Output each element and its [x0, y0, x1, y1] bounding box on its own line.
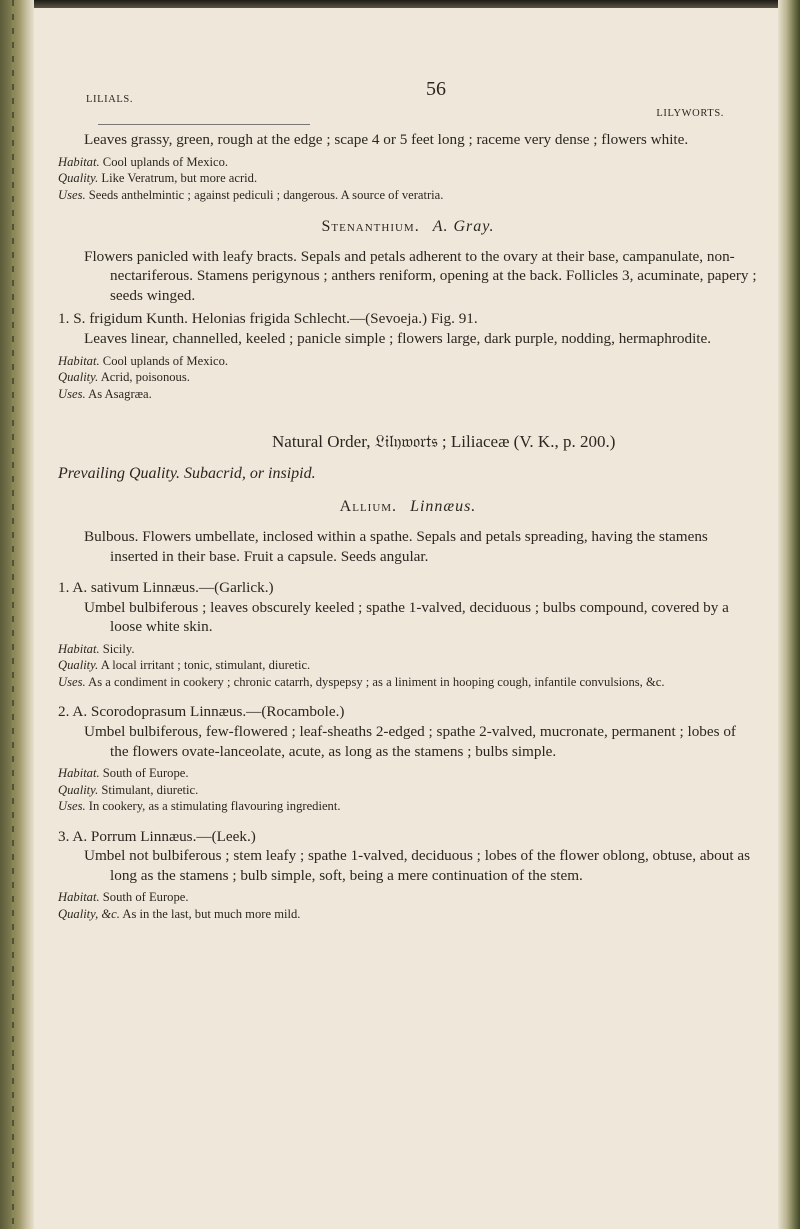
- species-line-scorodoprasum: 2. A. Scorodoprasum Linnæus.—(Rocambole.): [58, 703, 345, 721]
- running-head-right: LILYWORTS.: [656, 108, 724, 119]
- intro-description: Leaves grassy, green, rough at the edge ; scape 4 or 5 feet long ; raceme very dense ; flowers white.: [84, 131, 689, 148]
- running-head-left: LILIALS.: [86, 94, 134, 105]
- intro-notes: [58, 154, 758, 204]
- sativum-notes: [58, 641, 758, 691]
- note-quality: Quality, &c. As in the last, but much more mild.: [58, 906, 301, 921]
- note-uses: Uses. In cookery, as a stimulating flavouring ingredient.: [58, 799, 341, 814]
- species-desc-scorodoprasum: Umbel bulbiferous, few-flowered ; leaf-sheaths 2-edged ; spathe 2-valved, mucronate, permanent ; lobes of the flowers ovate-lanceolate, acute, as long as the stamens ; bulbs simple.: [84, 723, 736, 760]
- prevailing-quality: Prevailing Quality. Subacrid, or insipid.: [58, 464, 316, 482]
- genus-heading-stenanthium: Stenanthium. A. Gray.: [321, 218, 495, 236]
- note-quality: Quality. Like Veratrum, but more acrid.: [58, 171, 258, 186]
- note-habitat: Habitat. South of Europe.: [58, 766, 189, 781]
- genus-heading-allium: Allium. Linnæus.: [339, 498, 477, 516]
- note-quality: Quality. Stimulant, diuretic.: [58, 782, 199, 797]
- note-habitat: Habitat. Cool uplands of Mexico.: [58, 154, 229, 169]
- running-head: [58, 60, 758, 119]
- species-desc-sativum: Umbel bulbiferous ; leaves obscurely keeled ; spathe 1-valved, deciduous ; bulbs compound, covered by a loose white skin.: [84, 598, 729, 636]
- note-habitat: Habitat. Sicily.: [58, 641, 135, 656]
- genus-description-allium: Bulbous. Flowers umbellate, inclosed within a spathe. Sepals and petals spreading, having the stamens inserted in their base. Fruit a capsule. Seeds angular.: [84, 527, 708, 565]
- book-binding-right: [778, 0, 800, 1229]
- page-number: 56: [426, 78, 446, 100]
- note-quality: Quality. Acrid, poisonous.: [58, 370, 190, 385]
- species-line-sativum: 1. A. sativum Linnæus.—(Garlick.): [58, 579, 274, 597]
- scorodoprasum-notes: [58, 765, 758, 815]
- species-line-porrum: 3. A. Porrum Linnæus.—(Leek.): [58, 827, 256, 845]
- note-quality: Quality. A local irritant ; tonic, stimulant, diuretic.: [58, 658, 311, 673]
- note-uses: Uses. As Asagræa.: [58, 386, 152, 401]
- genus-description-stenanthium: Flowers panicled with leafy bracts. Sepals and petals adherent to the ovary at their base, campanulate, non-nectariferous. Stamens perigynous ; anthers reniform, opening at the back. Follicles 3, acuminate, papery ; seeds winged.: [84, 247, 757, 304]
- species-desc-porrum: Umbel not bulbiferous ; stem leafy ; spathe 1-valved, deciduous ; lobes of the flower oblong, obtuse, about as long as the stamens ; bulb simple, soft, being a mere continuation of the stem.: [84, 847, 750, 884]
- head-rule: [98, 124, 310, 125]
- scan-top-edge: [0, 0, 800, 8]
- book-page: [58, 60, 758, 922]
- note-habitat: Habitat. South of Europe.: [58, 890, 189, 905]
- species-desc-frigidum: Leaves linear, channelled, keeled ; panicle simple ; flowers large, dark purple, nodding, hermaphrodite.: [84, 330, 712, 348]
- porrum-notes: [58, 889, 758, 922]
- note-habitat: Habitat. Cool uplands of Mexico.: [58, 353, 229, 368]
- species-line-frigidum: 1. S. frigidum Kunth. Helonias frigida Schlecht.—(Sevoeja.) Fig. 91.: [58, 310, 478, 328]
- note-uses: Uses. As a condiment in cookery ; chronic catarrh, dyspepsy ; as a liniment in hooping cough, infantile convulsions, &c.: [58, 674, 665, 689]
- frigidum-notes: [58, 353, 758, 403]
- book-binding-left: [0, 0, 34, 1229]
- note-uses: Uses. Seeds anthelmintic ; against pediculi ; dangerous. A source of veratria.: [58, 187, 444, 202]
- natural-order-heading: Natural Order, 𝔏𝔦𝔩𝔶𝔴𝔬𝔯𝔱𝔰 ; Liliaceæ (V. K., p. 200.): [272, 432, 616, 452]
